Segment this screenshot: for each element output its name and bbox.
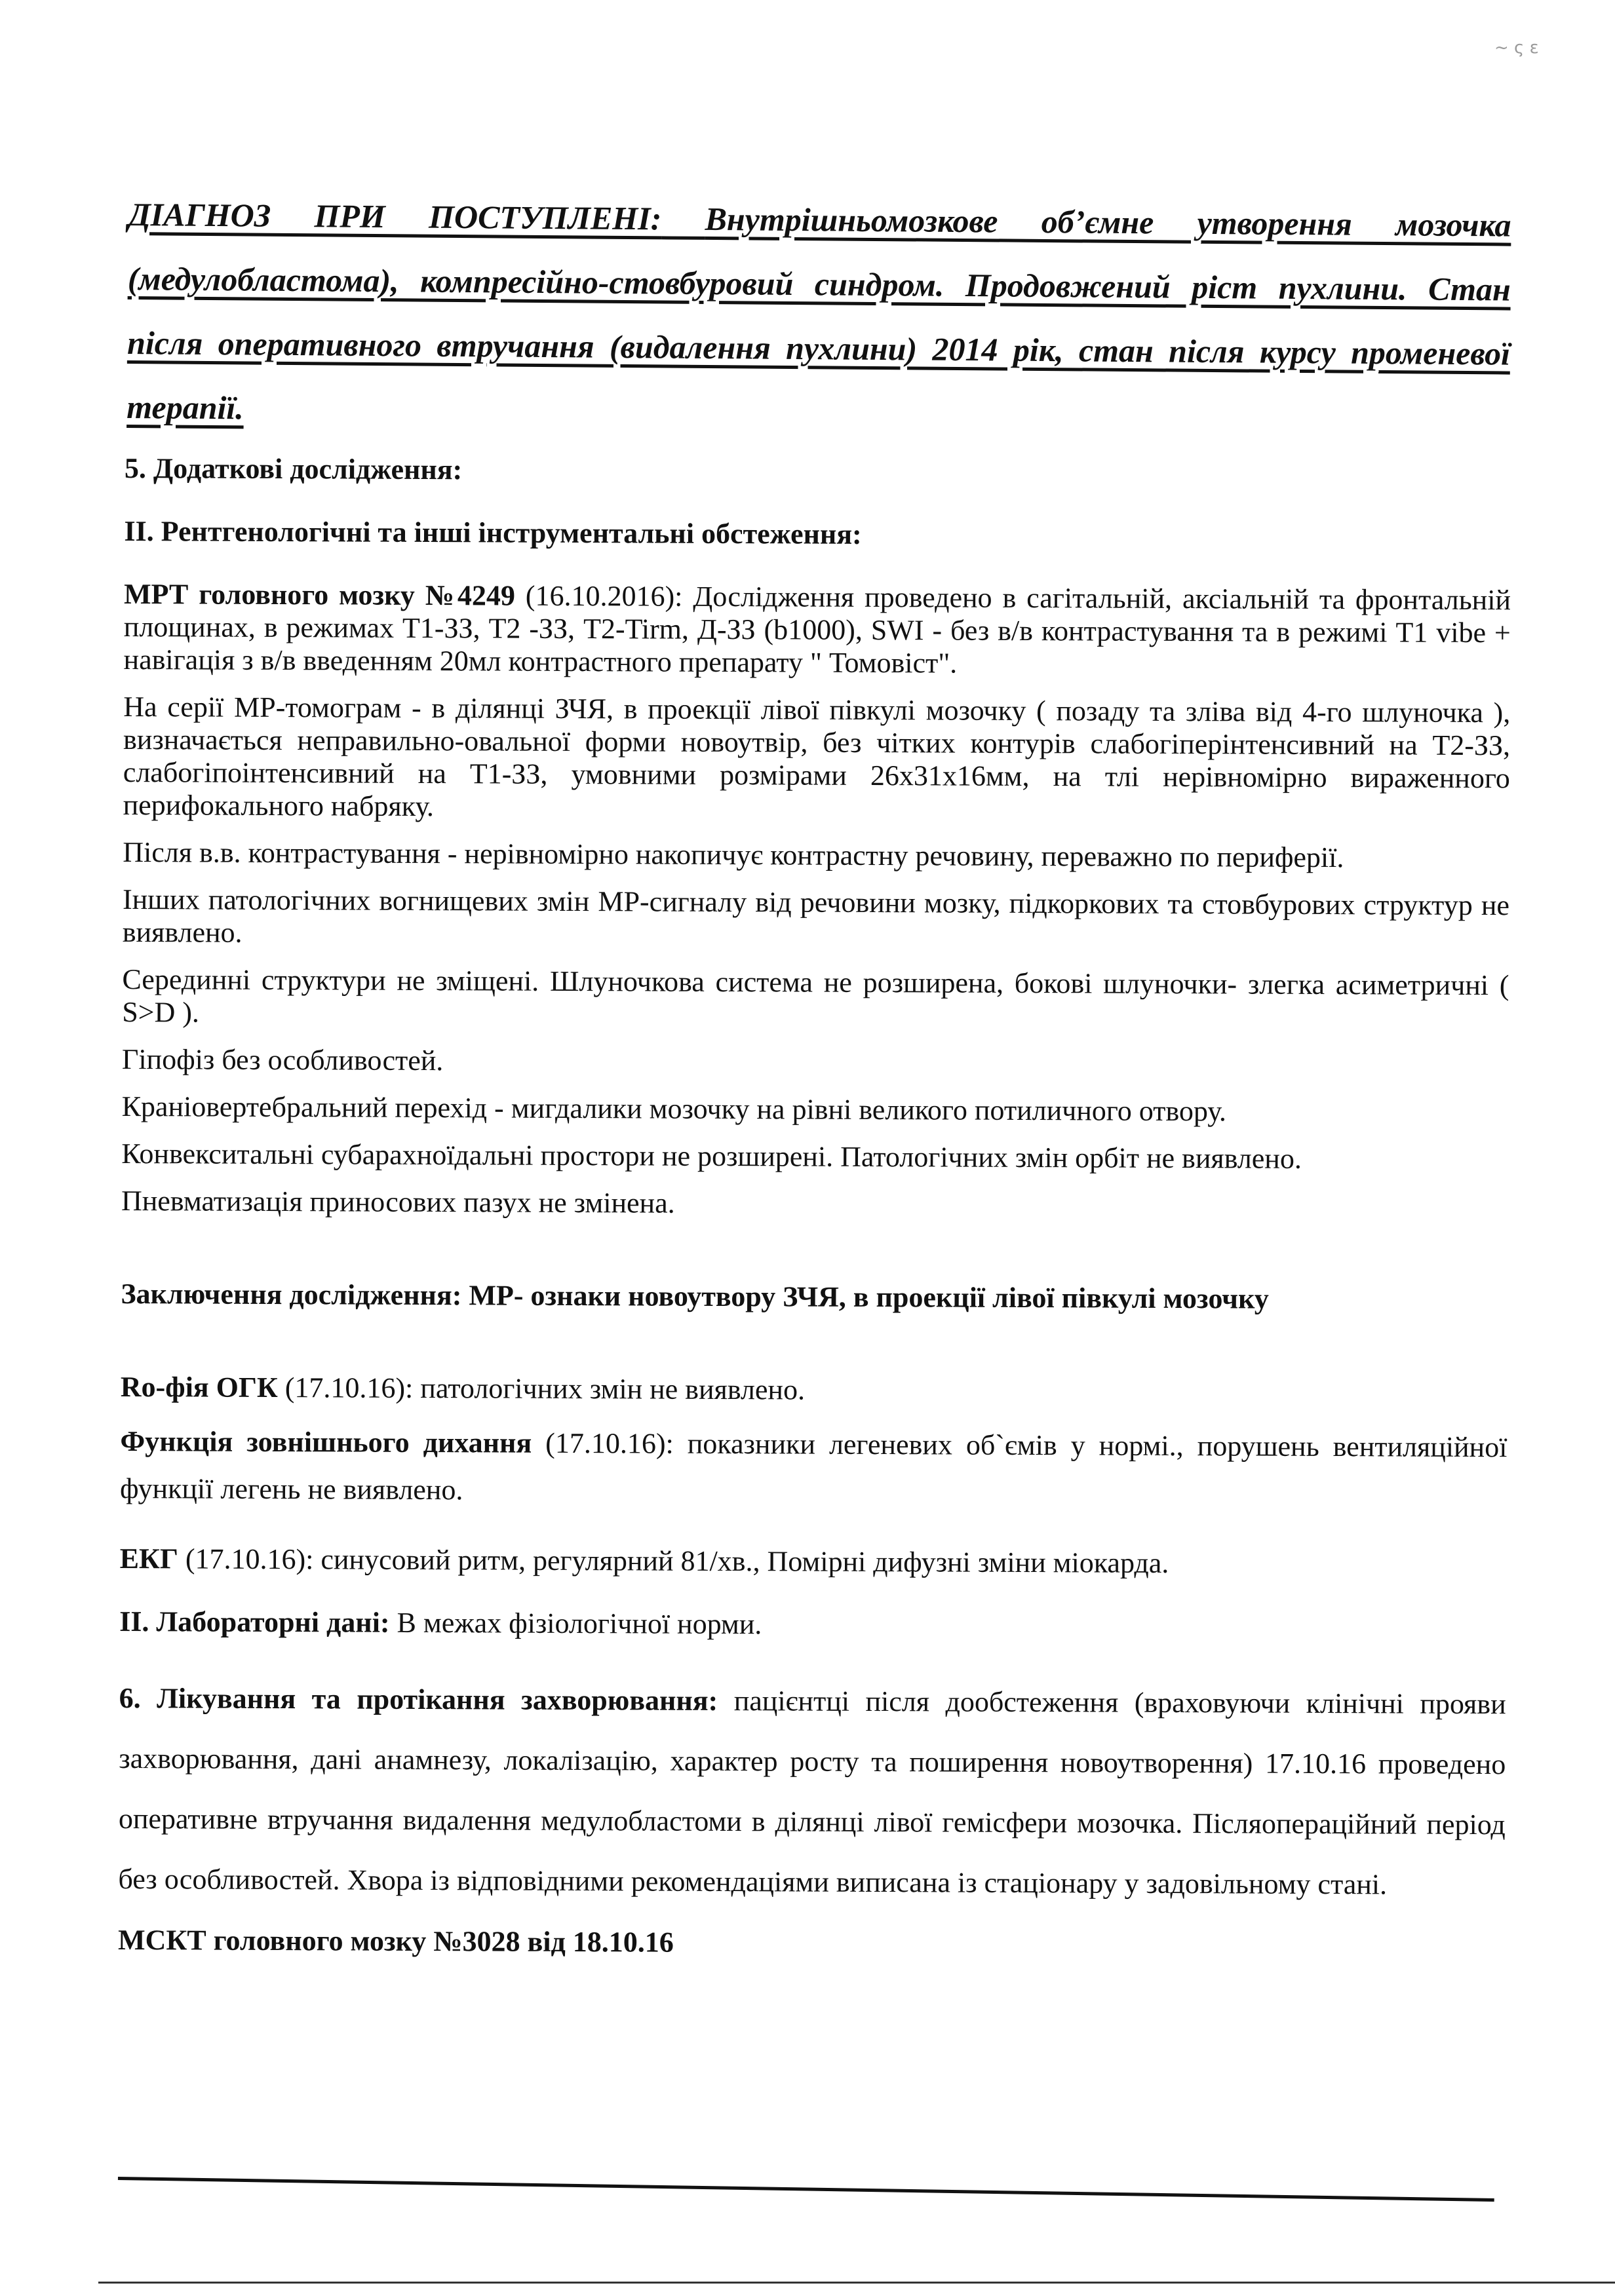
msct-title: МСКТ головного мозку №3028 від 18.10.16 (117, 1923, 674, 1959)
mri-conclusion: Заключення дослідження: МР- ознаки новоутвору ЗЧЯ, в проекції лівої півкулі мозочку (121, 1277, 1269, 1315)
ecg-label: ЕКГ (119, 1542, 178, 1575)
xray-paragraph (121, 1371, 1508, 1409)
treatment-paragraph (118, 1668, 1506, 1915)
finding-7: Пневматизація приносових пазух не змінена. (121, 1184, 675, 1219)
mri-text: Дослідження проведено в сагітальній, аксіальній та фронтальній площинах, в режимах Т1-ЗЗ, Т2 -ЗЗ, Т2-Tirm, Д-ЗЗ (b1000), SWI - без в/в контрастування та в режимі Т1 vibe + навігація з в/в введенням 20мл контрастного препарату " Томовіст". (123, 580, 1511, 679)
mri-label: МРТ головного мозку №4249 (123, 577, 516, 612)
finding-5: Краніовертебральний перехід - мигдалики мозочку на рівні великого потиличного отвору. (121, 1090, 1227, 1128)
diagnosis-text: Внутрішньомозкове об’ємне утворення мозочка (медулобластома), компресійно-стовбуровий синдром. Продовжений ріст пухлини. Стан після оперативного втручання (видалення пухлини) 2014 рік, стан після курсу променевої терапії. (126, 200, 1511, 427)
report-body (118, 452, 1511, 1962)
lab-paragraph (119, 1605, 1506, 1644)
respiration-paragraph (120, 1418, 1508, 1518)
lab-text: В межах фізіологічної норми. (389, 1606, 762, 1641)
scan-artifact: ~ ς ε (1494, 38, 1539, 58)
section-5-title: 5. Додаткові дослідження: (124, 452, 463, 486)
mri-paragraph (124, 578, 1511, 682)
finding-2: Інших патологічних вогнищевих змін МР-сигналу від речовини мозку, підкоркових та стовбурових структур не виявлено. (122, 883, 1510, 949)
finding-1: Після в.в. контрастування - нерівномірно накопичує контрастну речовину, переважно по периферії. (123, 835, 1344, 874)
finding-0: На серії МР-томограм - в ділянці ЗЧЯ, в проекції лівої півкулі мозочку ( позаду та зліва від 4-го шлуночка ), визначається неправильно-овальної форми новоутвір, без чітких контурів слабогіперінтенсивний на Т2-ЗЗ, слабогіпоінтенсивний на Т1-ЗЗ, умовними розмірами 26х31х16мм, на тлі нерівномірно вираженного перифокального набряку. (123, 690, 1511, 823)
page-bottom-edge (98, 2282, 1615, 2284)
xray-label: Ro-фія ОГК (120, 1370, 278, 1404)
xray-text: (17.10.16): патологічних змін не виявлено. (277, 1371, 806, 1406)
finding-4: Гіпофіз без особливостей. (121, 1043, 444, 1077)
admission-diagnosis (126, 182, 1511, 450)
treatment-label: 6. Лікування та протікання захворювання: (119, 1681, 718, 1717)
section-divider (118, 2177, 1494, 2202)
treatment-text: пацієнтці після дообстеження (враховуючи клінічні прояви захворювання, дані анамнезу, локалізацію, характер росту та поширення новоутворення) 17.10.16 проведено оперативне втручання видалення медулобластоми в ділянці лівої гемісфери мозочка. Післяопераційний період без особливостей. Хвора із відповідними рекомендаціями виписана із стаціонару у задовільному стані. (118, 1684, 1506, 1901)
mri-date: (16.10.2016): (515, 579, 693, 613)
ecg-text: (17.10.16): синусовий ритм, регулярний 81/хв., Помірні дифузні зміни міокарда. (178, 1542, 1169, 1579)
ecg-paragraph (120, 1542, 1507, 1581)
instrumental-subtitle: ІІ. Рентгенологічні та інші інструментальні обстеження: (124, 514, 862, 550)
lab-label: ІІ. Лабораторні дані: (119, 1605, 390, 1639)
finding-6: Конвекситальні субарахноїдальні простори не розширені. Патологічних змін орбіт не виявлено. (121, 1137, 1302, 1175)
diagnosis-label: ДІАГНОЗ ПРИ ПОСТУПЛЕНІ: (128, 195, 662, 237)
respiration-text: (17.10.16): показники легеневих об`ємів у нормі., порушень вентиляційної функції легень не виявлено. (119, 1426, 1508, 1506)
respiration-label: Функція зовнішнього дихання (120, 1425, 532, 1459)
finding-3: Серединні структури не зміщені. Шлуночкова система не розширена, бокові шлуночки- злегка асиметричні ( S>D ). (122, 963, 1509, 1029)
